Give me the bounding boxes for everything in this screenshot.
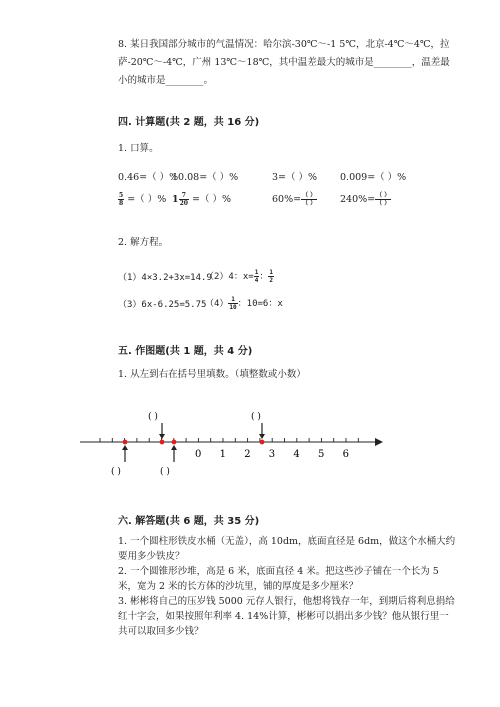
q8-line1: 8. 某日我国部分城市的气温情况：哈尔滨-30℃～-1 5℃，北京-4℃～4℃，拉	[118, 39, 450, 50]
q6-1-line2: 要用多少铁皮？	[118, 551, 185, 562]
up-arrow-icon	[171, 445, 177, 450]
bottom-paren-2: ( )	[160, 467, 170, 477]
q6-1-line1: 1. 一个圆柱形铁皮水桶（无盖），高 10dm，底面直径是 6dm，做这个水桶大约	[118, 536, 456, 547]
tick-label: 5	[318, 449, 325, 460]
point-marker	[123, 440, 128, 445]
bottom-paren-1: ( )	[111, 467, 121, 477]
q6-2-line2: 米，宽为 2 米的长方体的沙坑里，铺的厚度是多少厘米？	[118, 581, 359, 592]
point-marker	[160, 440, 165, 445]
tick-label: 2	[244, 449, 251, 460]
point-marker	[172, 440, 177, 445]
point-marker	[260, 440, 265, 445]
q6-3-line3: 共可以取回多少钱？	[118, 626, 204, 637]
q8-line3: 小的城市是________。	[118, 75, 214, 86]
section5-title: 五. 作图题(共 1 题，共 4 分)	[118, 346, 253, 357]
fraction: $\frac{( )}{( )}$	[376, 192, 391, 207]
section4-sub2: 2. 解方程。	[118, 237, 169, 248]
calc-row2-c: 60%= $\frac{( )}{( )}$	[272, 192, 317, 207]
equation-1: （1）4×3.2+3x=14.9	[118, 273, 212, 283]
tick-label: 4	[293, 449, 300, 460]
section4-title: 四. 计算题(共 2 题，共 16 分)	[118, 117, 260, 128]
number-line-figure	[75, 402, 395, 492]
q8-line2: 萨-20℃～-4℃，广州 13℃～18℃，其中温差最大的城市是________，温差最	[118, 57, 450, 68]
section6-title: 六. 解答题(共 6 题，共 35 分)	[118, 516, 260, 527]
calc-row1-b: 10.08=（ ）%	[172, 172, 239, 183]
down-arrow-icon	[159, 434, 165, 439]
calc-row2-a: $\frac{5}{8}$ =（ ）%	[119, 192, 167, 207]
q6-3-line2: 红十字会，如果按照年利率 4. 14%计算，彬彬可以捐出多少钱？他从银行里一	[118, 611, 449, 622]
tick-label: 0	[195, 449, 202, 460]
section5-sub1: 1. 从左到右在括号里填数。（填整数或小数）	[118, 369, 306, 380]
calc-row1-c: 3=（ ）%	[272, 172, 318, 183]
fraction: $\frac{1}{10}$	[229, 296, 237, 311]
calc-row1-a: 0.46=（ ）%	[118, 172, 179, 183]
fraction: $\frac{( )}{( )}$	[302, 192, 317, 207]
equation-2: （2）4：x= $\frac{1}{4}$ ： $\frac{1}{2}$	[205, 269, 273, 284]
equation-3: （3）6x-6.25=5.75	[118, 300, 207, 310]
fraction: $\frac{7}{20}$	[179, 192, 188, 207]
calc-row2-b: 1 $\frac{7}{20}$ =（ ）%	[172, 192, 232, 207]
tick-label: 1	[219, 449, 226, 460]
tick-label: 6	[342, 449, 349, 460]
top-paren-2: ( )	[251, 412, 261, 422]
arrow-head-icon	[375, 438, 383, 446]
q6-3-line1: 3. 彬彬将自己的压岁钱 5000 元存人银行，他想将钱存一年，到期后将利息捐给	[118, 596, 455, 607]
tick-label: 3	[268, 449, 276, 460]
fraction: $\frac{1}{4}$	[254, 269, 259, 284]
top-paren-1: ( )	[148, 412, 158, 422]
section4-sub1: 1. 口算。	[118, 143, 159, 154]
calc-row1-d: 0.009=（ ）%	[340, 172, 407, 183]
fraction: $\frac{5}{8}$	[119, 192, 124, 207]
equation-4: （4） $\frac{1}{10}$ ：10=6：x	[205, 296, 283, 311]
up-arrow-icon	[122, 445, 128, 450]
q6-2-line1: 2. 一个圆锥形沙堆，高是 6 米，底面直径 4 米。把这些沙子铺在一个长为 5	[118, 566, 439, 577]
calc-row2-d: 240%= $\frac{( )}{( )}$	[340, 192, 391, 207]
fraction: $\frac{1}{2}$	[269, 269, 273, 284]
